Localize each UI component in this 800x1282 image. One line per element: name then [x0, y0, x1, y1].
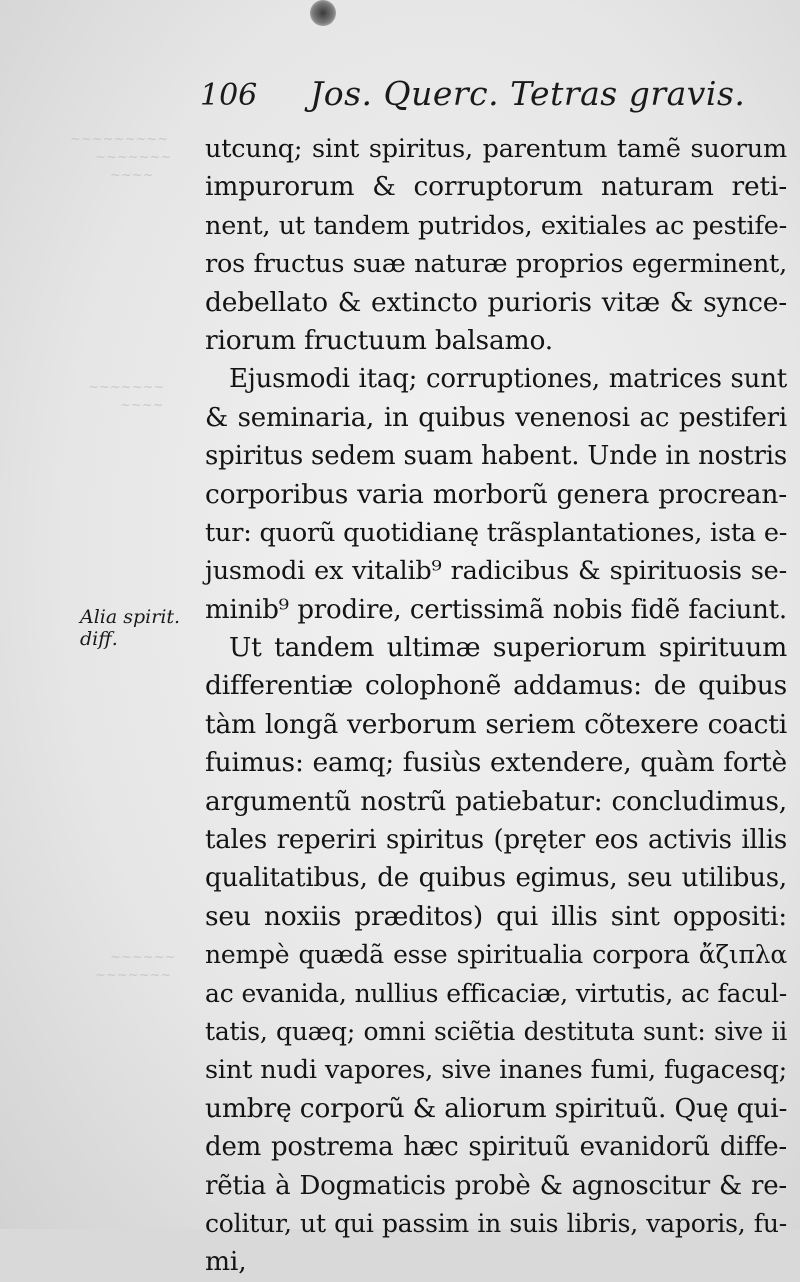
- text-line: debellato & extincto purioris vitæ & synce-: [205, 286, 787, 318]
- text-line: minib⁹ prodire, certissimã nobis fidẽ faciunt.: [205, 594, 787, 625]
- text-line: Ejusmodi itaq; corruptiones, matrices sunt: [229, 364, 787, 395]
- text-line: riorum fructuum balsamo.: [205, 324, 553, 356]
- show-through-mark: ~~~~: [120, 398, 164, 413]
- text-line: dem postrema hæc spirituũ evanidorũ diffe-: [205, 1132, 787, 1163]
- text-line: mi,: [205, 1246, 247, 1278]
- text-line: qualitatibus, de quibus egimus, seu utilibus,: [205, 863, 787, 894]
- margin-note-line: Alia spirit.: [80, 606, 181, 628]
- text-line: utcunq; sint spiritus, parentum tamẽ suorum: [205, 134, 787, 164]
- text-line: colitur, ut qui passim in suis libris, vaporis, fu-: [205, 1208, 787, 1238]
- text-line: differentiæ colophonẽ addamus: de quibus: [205, 670, 787, 702]
- text-line: tur: quorũ quotidianę trãsplantationes, ista e-: [205, 517, 788, 548]
- text-line: nent, ut tandem putridos, exitiales ac pestife-: [205, 210, 787, 241]
- text-line: tales reperiri spiritus (pręter eos activis illis: [205, 825, 787, 856]
- margin-note-line: diff.: [80, 628, 118, 650]
- text-line: fuimus: eamq; fusiùs extendere, quàm fortè: [205, 747, 787, 779]
- page-number: 106: [200, 78, 258, 113]
- text-line: tatis, quæq; omni sciẽtia destituta sunt: sive ii: [205, 1016, 787, 1046]
- text-line: nempè quædã esse spiritualia corpora ἄζιπλα: [205, 940, 787, 970]
- text-line: rẽtia à Dogmaticis probè & agnoscitur & re-: [205, 1170, 787, 1201]
- text-line: corporibus varia morborũ genera procrean-: [205, 478, 787, 510]
- running-title: Jos. Querc. Tetras gravis.: [310, 74, 746, 113]
- text-line: ros fructus suæ naturæ proprios egerminent,: [205, 249, 787, 280]
- show-through-mark: ~~~~~~~: [95, 150, 172, 165]
- text-line: sint nudi vapores, sive inanes fumi, fugacesq;: [205, 1055, 787, 1086]
- ink-smudge: [310, 0, 336, 26]
- show-through-mark: ~~~~: [110, 168, 154, 183]
- show-through-mark: ~~~~~~~~~: [70, 132, 169, 147]
- text-line: seu noxiis præditos) qui illis sint oppositi:: [205, 900, 787, 932]
- text-line: & seminaria, in quibus venenosi ac pestiferi: [205, 402, 787, 433]
- text-line: argumentũ nostrũ patiebatur: concludimus,: [205, 785, 787, 817]
- page-header: [200, 70, 760, 122]
- text-line: Ut tandem ultimæ superiorum spirituum: [229, 632, 787, 664]
- text-line: ac evanida, nullius efficaciæ, virtutis, ac facul-: [205, 978, 787, 1008]
- text-line: jusmodi ex vitalib⁹ radicibus & spirituosis se-: [205, 556, 787, 587]
- text-line: tàm longã verborum seriem cõtexere coacti: [205, 708, 787, 740]
- text-line: umbrę corporũ & aliorum spirituũ. Quę qui-: [205, 1092, 788, 1124]
- text-line: impurorum & corruptorum naturam reti-: [205, 171, 787, 203]
- body-text: [205, 130, 787, 1282]
- show-through-mark: ~~~~~~~: [95, 968, 172, 983]
- margin-note: [80, 606, 192, 650]
- show-through-mark: ~~~~~~: [110, 950, 176, 965]
- text-line: spiritus sedem suam habent. Unde in nostris: [205, 441, 787, 472]
- show-through-mark: ~~~~~~~: [88, 380, 165, 395]
